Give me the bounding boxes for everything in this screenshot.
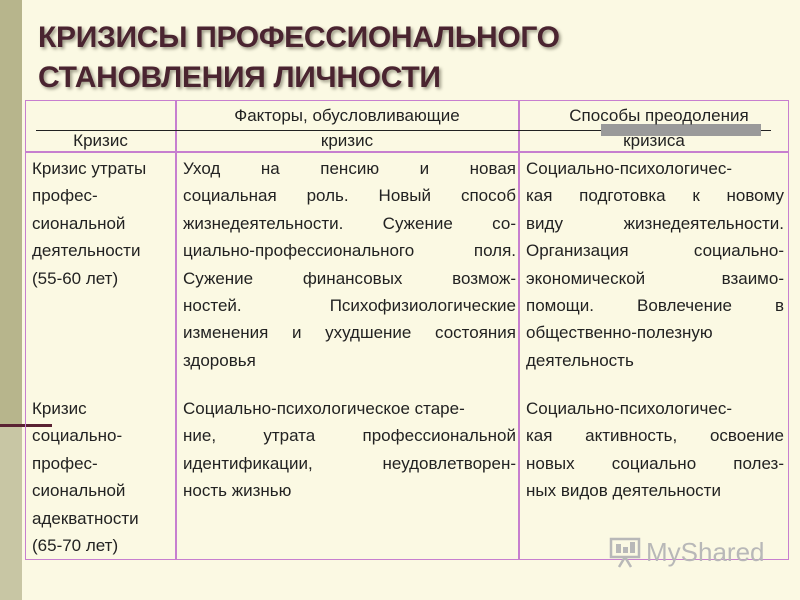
table-row-2-factors: Социально-психологическое старе- ние, утрата профессиональной идентификации, неудовлетворен- ность жизнью [183, 399, 516, 501]
column-divider-2 [518, 101, 520, 559]
header-ways-line1: Способы преодоления [569, 106, 749, 125]
table-row-1-ways: Социально-психологичес- кая подготовка к новому виду жизнедеятельности. Организация социально- экономической взаимо- помощи. Вовлечение в общественно-полезную деятельность [526, 159, 784, 370]
presentation-board-icon [608, 535, 642, 569]
header-factors-line1: Факторы, обусловливающие [234, 106, 460, 125]
header-crisis: Кризис [73, 131, 128, 150]
title-line-1: КРИЗИСЫ ПРОФЕССИОНАЛЬНОГО [38, 21, 560, 54]
page-title [38, 18, 738, 98]
decorative-left-bar-top [0, 0, 22, 425]
table-row-2-crisis: Кризис социально- профес- сиональной адекватности (65-70 лет) [32, 399, 139, 556]
header-ways-line2: кризиса [623, 131, 685, 150]
watermark-text: MyShared [646, 536, 765, 567]
watermark [608, 532, 765, 572]
header-factors-line2: кризис [320, 131, 374, 150]
title-line-2: СТАНОВЛЕНИЯ ЛИЧНОСТИ [38, 61, 441, 94]
table-row-2-ways: Социально-психологичес- кая активность, освоение новых социально полез- ных видов деятельности [526, 399, 784, 501]
table-row-1-crisis: Кризис утраты профес- сиональной деятельности (55-60 лет) [32, 159, 147, 288]
column-divider-1 [175, 101, 177, 559]
table-row-1-factors: Уход на пенсию и новая социальная роль. Новый способ жизнедеятельности. Сужение со- циально-профессионального поля. Сужение финансовых возмож- ностей. Психофизиологические изменения и ухудшение состояния здоровья [183, 159, 516, 370]
crisis-table [25, 100, 789, 560]
